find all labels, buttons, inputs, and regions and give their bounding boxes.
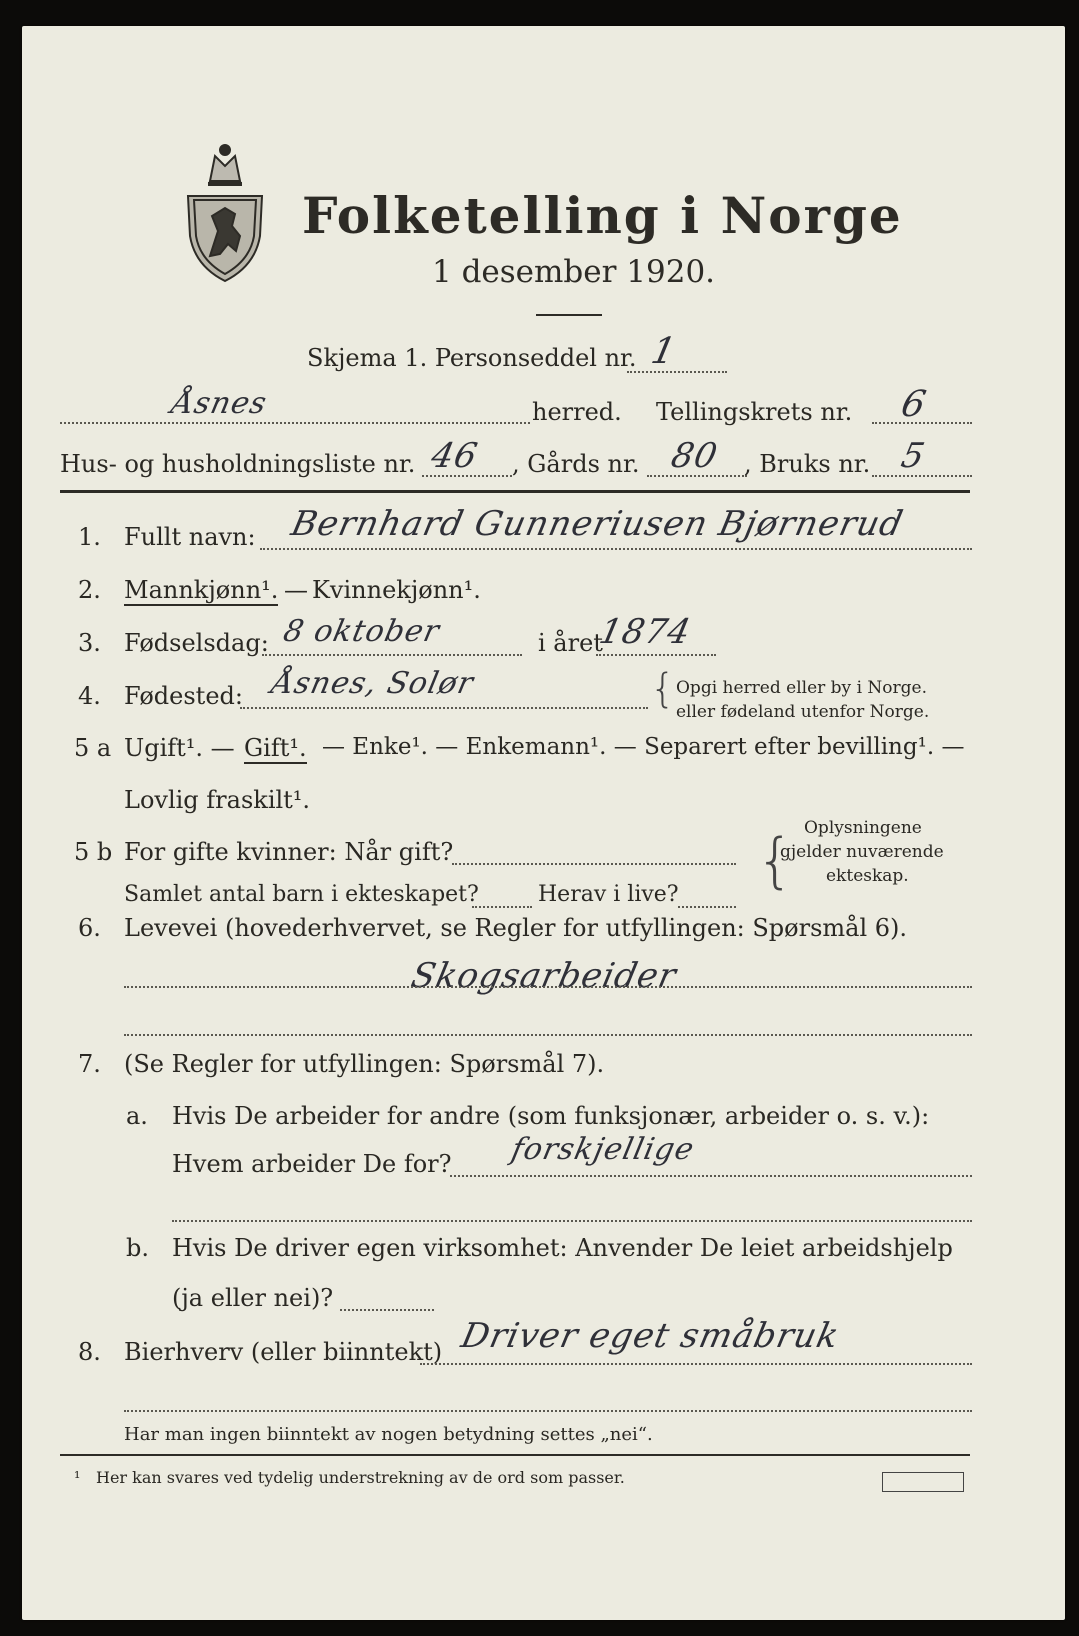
- printer-stamp: [882, 1472, 964, 1492]
- q7a-field-line-2: [172, 1220, 972, 1222]
- q7a-field-line: [450, 1175, 972, 1177]
- bruks-value[interactable]: 5: [897, 436, 929, 476]
- herred-label: herred.: [532, 398, 622, 426]
- q7b-label-1: Hvis De driver egen virksomhet: Anvender De leiet arbeidshjelp: [172, 1234, 953, 1262]
- q5b-number: 5 b: [74, 838, 113, 866]
- tellingskrets-value[interactable]: 6: [897, 384, 931, 425]
- q3-year-value[interactable]: 1874: [595, 612, 695, 652]
- q7b-letter: b.: [126, 1234, 149, 1262]
- q5a-gift-option-underlined[interactable]: Gift¹.: [244, 734, 307, 762]
- hus-label: Hus- og husholdningsliste nr.: [60, 450, 416, 478]
- footer-note: Har man ingen biinntekt av nogen betydning settes „nei“.: [124, 1424, 653, 1445]
- hus-value[interactable]: 46: [427, 436, 482, 476]
- q1-number: 1.: [78, 523, 101, 551]
- q4-number: 4.: [78, 682, 101, 710]
- q5b-children-field-line: [472, 906, 532, 908]
- title-divider: [536, 314, 602, 316]
- q3-label: Fødselsdag:: [124, 629, 269, 657]
- personseddel-field-line: [627, 371, 727, 373]
- q5b-children-label: Samlet antal barn i ekteskapet?: [124, 882, 479, 907]
- q8-label: Bierhverv (eller biinntekt): [124, 1338, 443, 1366]
- form-title: Folketelling i Norge: [302, 186, 903, 245]
- q5a-lovlig-fraskilt-option[interactable]: Lovlig fraskilt¹.: [124, 786, 311, 814]
- q6-field-line-1: [124, 986, 972, 988]
- footnote-mark: ¹: [74, 1468, 81, 1487]
- tellingskrets-label: Tellingskrets nr.: [656, 398, 853, 426]
- q7a-employer-value[interactable]: forskjellige: [508, 1132, 698, 1167]
- q7-label: (Se Regler for utfyllingen: Spørsmål 7).: [124, 1050, 605, 1078]
- q5b-note-brace: {: [756, 826, 795, 896]
- q5a-number: 5 a: [74, 734, 112, 762]
- footer-rule: [60, 1454, 970, 1456]
- q5b-note-line1: Oplysningene: [804, 818, 922, 838]
- herred-field-line: [60, 422, 530, 424]
- q1-label: Fullt navn:: [124, 523, 256, 551]
- q6-label: Levevei (hovederhvervet, se Regler for utfyllingen: Spørsmål 6).: [124, 914, 908, 942]
- census-form-sheet: [22, 26, 1065, 1620]
- gards-label: , Gårds nr.: [512, 450, 640, 478]
- q5b-alive-label: Herav i live?: [538, 882, 679, 907]
- q4-note-brace: {: [650, 666, 676, 712]
- q3-day-field-line: [262, 654, 522, 656]
- q5b-alive-field-line: [678, 906, 736, 908]
- norwegian-coat-of-arms-icon: [180, 136, 270, 286]
- q3-year-label: i året: [538, 629, 603, 657]
- q6-occupation-value[interactable]: Skogsarbeider: [407, 956, 681, 996]
- q5b-note-line3: ekteskap.: [826, 866, 909, 886]
- q3-year-field-line: [596, 654, 716, 656]
- q6-number: 6.: [78, 914, 101, 942]
- q5b-married-date-label: For gifte kvinner: Når gift?: [124, 838, 454, 866]
- q2-male-option-underlined[interactable]: Mannkjønn¹.: [124, 576, 279, 604]
- q5a-ugift-option[interactable]: Ugift¹. —: [124, 734, 235, 762]
- q4-birthplace-value[interactable]: Åsnes, Solør: [268, 666, 477, 701]
- census-date: 1 desember 1920.: [432, 254, 716, 290]
- bruks-field-line: [872, 475, 972, 477]
- q1-field-line: [260, 548, 972, 550]
- q2-separator: —: [284, 576, 308, 604]
- footnote-text: Her kan svares ved tydelig understrekning av de ord som passer.: [96, 1468, 625, 1487]
- q4-field-line: [240, 707, 648, 709]
- q4-note-line2: eller fødeland utenfor Norge.: [676, 702, 930, 722]
- q8-field-line: [420, 1363, 972, 1365]
- herred-value[interactable]: Åsnes: [168, 386, 271, 421]
- header-rule: [60, 490, 970, 493]
- q4-note-line1: Opgi herred eller by i Norge.: [676, 678, 927, 698]
- q8-number: 8.: [78, 1338, 101, 1366]
- q2-female-option[interactable]: Kvinnekjønn¹.: [312, 576, 481, 604]
- q8-secondary-income-value[interactable]: Driver eget småbruk: [457, 1316, 843, 1356]
- q7a-label-1: Hvis De arbeider for andre (som funksjonær, arbeider o. s. v.):: [172, 1102, 930, 1130]
- q4-label: Fødested:: [124, 682, 243, 710]
- q8-field-line-2: [124, 1410, 972, 1412]
- gards-value[interactable]: 80: [667, 436, 722, 476]
- q7-number: 7.: [78, 1050, 101, 1078]
- q5a-other-options[interactable]: — Enke¹. — Enkemann¹. — Separert efter bevilling¹. —: [322, 734, 965, 760]
- skjema-label: Skjema 1. Personseddel nr.: [307, 344, 637, 372]
- q3-birthday-value[interactable]: 8 oktober: [280, 614, 444, 649]
- q3-number: 3.: [78, 629, 101, 657]
- q1-full-name[interactable]: Bernhard Gunneriusen Bjørnerud: [287, 504, 907, 544]
- q6-field-line-2: [124, 1034, 972, 1036]
- q5b-married-date-field-line: [452, 863, 736, 865]
- q7b-field-line: [340, 1309, 434, 1311]
- bruks-label: , Bruks nr.: [744, 450, 871, 478]
- q2-number: 2.: [78, 576, 101, 604]
- q7a-letter: a.: [126, 1102, 148, 1130]
- personseddel-number[interactable]: 1: [647, 331, 681, 372]
- q7a-label-2: Hvem arbeider De for?: [172, 1150, 452, 1178]
- q7b-label-2: (ja eller nei)?: [172, 1284, 334, 1312]
- q5b-note-line2: gjelder nuværende: [780, 842, 944, 862]
